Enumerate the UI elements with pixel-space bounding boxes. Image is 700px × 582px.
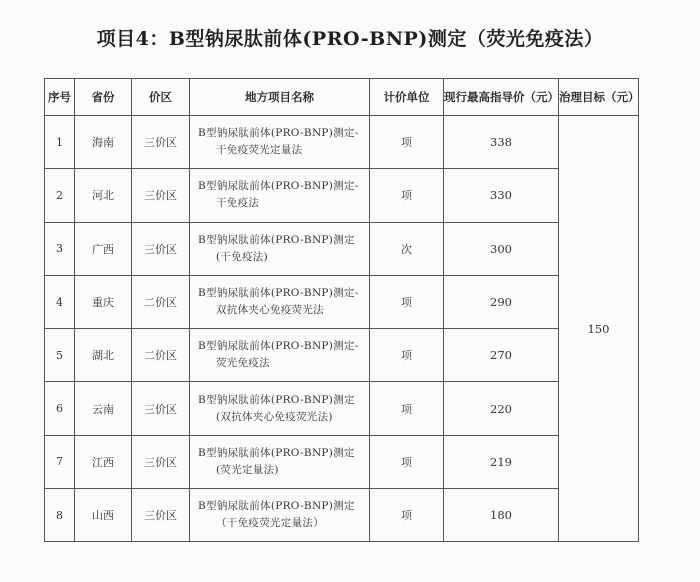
table-row [45,222,639,275]
cell-seq: 6 [45,382,75,435]
cell-seq: 8 [45,489,75,542]
cell-seq: 1 [45,116,75,169]
table-row [45,489,639,542]
name-line-2: 双抗体夹心免疫荧光法 [216,304,324,317]
name-line-2: 干免疫法 [216,197,260,210]
cell-province: 广西 [75,222,132,275]
cell-name [190,116,370,169]
header-price: 现行最高指导价（元） [444,79,559,116]
table-row [45,275,639,328]
name-line-1: B型钠尿肽前体(PRO-BNP)测定- [198,127,359,140]
cell-province: 湖北 [75,329,132,382]
name-line-1: B型钠尿肽前体(PRO-BNP)测定- [198,180,359,193]
table-row [45,169,639,222]
name-line-2: 荧光免疫法 [216,357,270,370]
cell-province: 重庆 [75,275,132,328]
name-line-2: (荧光定量法) [216,463,279,476]
cell-price: 220 [444,382,559,435]
name-line-2: （干免疫荧光定量法） [216,517,324,530]
name-line-1: B型钠尿肽前体(PRO-BNP)测定- [198,287,359,300]
cell-seq: 3 [45,222,75,275]
cell-price: 338 [444,116,559,169]
cell-province: 山西 [75,489,132,542]
cell-unit: 项 [370,329,444,382]
cell-unit: 项 [370,275,444,328]
name-line-1: B型钠尿肽前体(PRO-BNP)测定 [198,500,355,513]
name-line-2: (双抗体夹心免疫荧光法) [216,410,333,423]
cell-tier: 三价区 [132,489,190,542]
cell-seq: 4 [45,275,75,328]
cell-tier: 三价区 [132,435,190,488]
name-line-1: B型钠尿肽前体(PRO-BNP)测定- [198,340,359,353]
cell-tier: 二价区 [132,329,190,382]
cell-province: 江西 [75,435,132,488]
cell-unit: 项 [370,169,444,222]
header-unit: 计价单位 [370,79,444,116]
header-name: 地方项目名称 [190,79,370,116]
cell-name [190,382,370,435]
cell-province: 云南 [75,382,132,435]
cell-price: 219 [444,435,559,488]
cell-province: 河北 [75,169,132,222]
table-row [45,116,639,169]
cell-tier: 二价区 [132,275,190,328]
cell-seq: 5 [45,329,75,382]
cell-tier: 三价区 [132,382,190,435]
header-target: 治理目标（元） [559,79,639,116]
document-title: 项目4：B型钠尿肽前体(PRO-BNP)测定（荧光免疫法） [96,28,604,50]
cell-name [190,222,370,275]
cell-unit: 项 [370,116,444,169]
cell-price: 300 [444,222,559,275]
name-line-2: 干免疫荧光定量法 [216,144,303,157]
cell-price: 290 [444,275,559,328]
cell-unit: 项 [370,435,444,488]
cell-price: 180 [444,489,559,542]
cell-name [190,329,370,382]
cell-name [190,435,370,488]
table-row [45,329,639,382]
cell-province: 海南 [75,116,132,169]
cell-price: 330 [444,169,559,222]
name-line-1: B型钠尿肽前体(PRO-BNP)测定 [198,393,355,406]
table-row [45,382,639,435]
cell-name [190,169,370,222]
name-line-2: (干免疫法) [216,250,268,263]
cell-tier: 三价区 [132,169,190,222]
header-tier: 价区 [132,79,190,116]
header-province: 省份 [75,79,132,116]
header-seq: 序号 [45,79,75,116]
cell-name [190,275,370,328]
cell-unit: 项 [370,382,444,435]
cell-tier: 三价区 [132,222,190,275]
name-line-1: B型钠尿肽前体(PRO-BNP)测定 [198,233,355,246]
cell-unit: 次 [370,222,444,275]
price-table [44,78,639,542]
table-row [45,435,639,488]
cell-unit: 项 [370,489,444,542]
cell-seq: 7 [45,435,75,488]
header-row [45,79,639,116]
cell-tier: 三价区 [132,116,190,169]
cell-seq: 2 [45,169,75,222]
cell-price: 270 [444,329,559,382]
name-line-1: B型钠尿肽前体(PRO-BNP)测定 [198,446,355,459]
cell-name [190,489,370,542]
cell-target: 150 [559,116,639,542]
